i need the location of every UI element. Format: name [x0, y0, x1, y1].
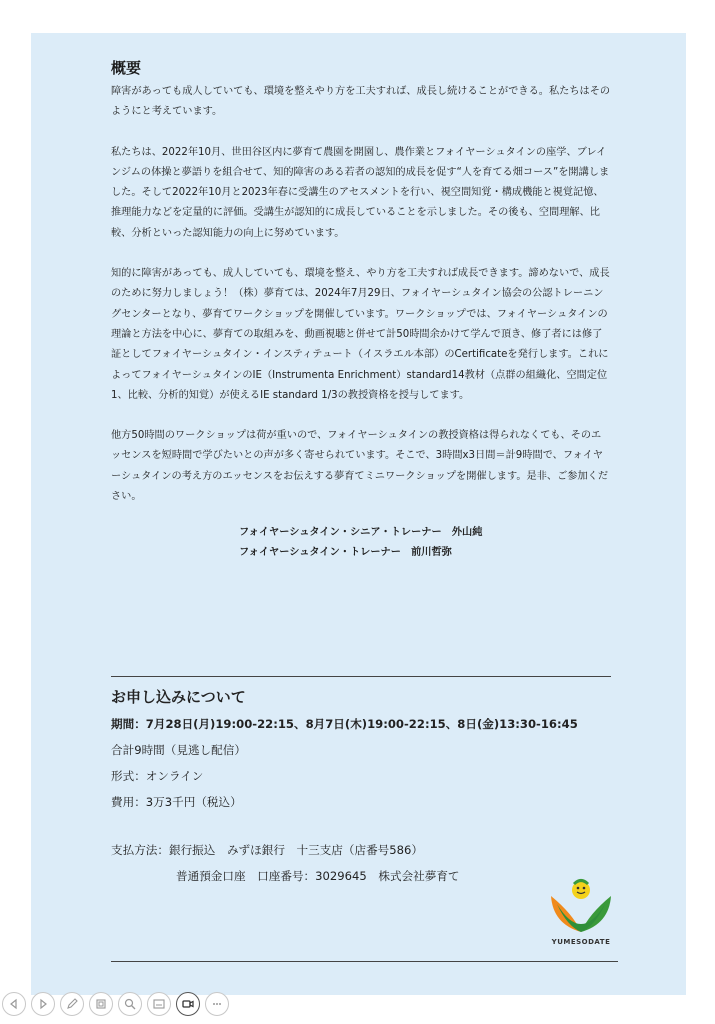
camera-button[interactable]	[176, 992, 200, 1016]
zoom-button[interactable]	[118, 992, 142, 1016]
overview-section	[111, 57, 611, 563]
subtitle-button[interactable]	[147, 992, 171, 1016]
payment-line-2: 普通預金口座 口座番号：3029645 株式会社夢育て	[176, 869, 460, 883]
prev-icon	[7, 997, 21, 1011]
pages-button[interactable]	[89, 992, 113, 1016]
overview-title: 概要	[111, 59, 142, 77]
fee-text: 費用：3万3千円（税込）	[111, 795, 242, 809]
total-hours-text: 合計9時間（見逃し配信）	[111, 743, 246, 757]
pen-button[interactable]	[60, 992, 84, 1016]
more-button[interactable]	[205, 992, 229, 1016]
yumesodate-logo	[543, 874, 619, 950]
payment-line-1: 支払方法：銀行振込 みずほ銀行 十三支店（店番号586）	[111, 843, 423, 857]
subtitle-icon	[152, 997, 166, 1011]
logo-text: YUMESODATE	[551, 938, 611, 946]
section-divider-bottom	[111, 961, 618, 962]
next-icon	[36, 997, 50, 1011]
signature-2: フォイヤーシュタイン・トレーナー 前川哲弥	[239, 547, 452, 559]
overview-paragraph-1: 障害があっても成人していても、環境を整えやり方を工夫すれば、成長し続けることができる。私たちはそのようにと考えています。	[111, 86, 611, 118]
document-page	[31, 33, 686, 995]
logo-mark-icon	[543, 874, 619, 938]
period-text: 期間：7月28日(月)19:00-22:15、8月7日(木)19:00-22:15、8日(金)13:30-16:45	[111, 717, 578, 731]
overview-paragraph-2: 私たちは、2022年10月、世田谷区内に夢育て農園を開園し、農作業とフォイヤーシュタインの座学、ブレインジムの体操と夢語りを組合せて、知的障害のある若者の認知的成長を促す“人を育てる畑コース”を開講しました。そして2022年10月と2023年春に受講生のアセスメントを行い、視空間知覚・構成機能と視覚記憶、推理能力などを定量的に評価。受講生が認知的に成長していることを示しました。その後も、空間理解、比較、分析といった認知能力の向上に努めています。	[111, 146, 610, 239]
next-button[interactable]	[31, 992, 55, 1016]
more-icon	[210, 997, 224, 1011]
signature-1: フォイヤーシュタイン・シニア・トレーナー 外山純	[239, 527, 483, 539]
zoom-icon	[123, 997, 137, 1011]
signature-block	[111, 523, 611, 563]
prev-button[interactable]	[2, 992, 26, 1016]
pages-icon	[94, 997, 108, 1011]
presentation-toolbar	[2, 992, 229, 1020]
overview-paragraph-4: 他方50時間のワークショップは荷が重いので、フォイヤーシュタインの教授資格は得られなくても、そのエッセンスを短時間で学びたいとの声が多く寄せられています。そこで、3時間x3日間＝計9時間で、フォイヤーシュタインの考え方のエッセンスをお伝えする夢育てミニワークショップを開催します。是非、ご参加ください。	[111, 430, 609, 503]
overview-paragraph-3: 知的に障害があっても、成人していても、環境を整え、やり方を工夫すれば成長できます。諦めないで、成長のために努力しましょう！（株）夢育ては、2024年7月29日、フォイヤーシュタイン協会の公認トレーニングセンターとなり、夢育てワークショップを開催しています。ワークショップでは、フォイヤーシュタインの理論と方法を中心に、夢育ての取組みを、動画視聴と併せて計50時間余かけて学んで頂き、修了者には修了証としてフォイヤーシュタイン・インスティテュート（イスラエル本部）のCertificateを発行します。これによってフォイヤーシュタインのIE（Instrumenta Enrichment）standard14教材（点群の組織化、空間定位1、比較、分析的知覚）が使えるIE standard 1/3の教授資格を授与してます。	[111, 268, 610, 401]
application-section	[111, 676, 631, 889]
format-text: 形式：オンライン	[111, 769, 204, 783]
camera-icon	[181, 997, 195, 1011]
pen-icon	[65, 997, 79, 1011]
application-title: お申し込みについて	[111, 688, 246, 706]
